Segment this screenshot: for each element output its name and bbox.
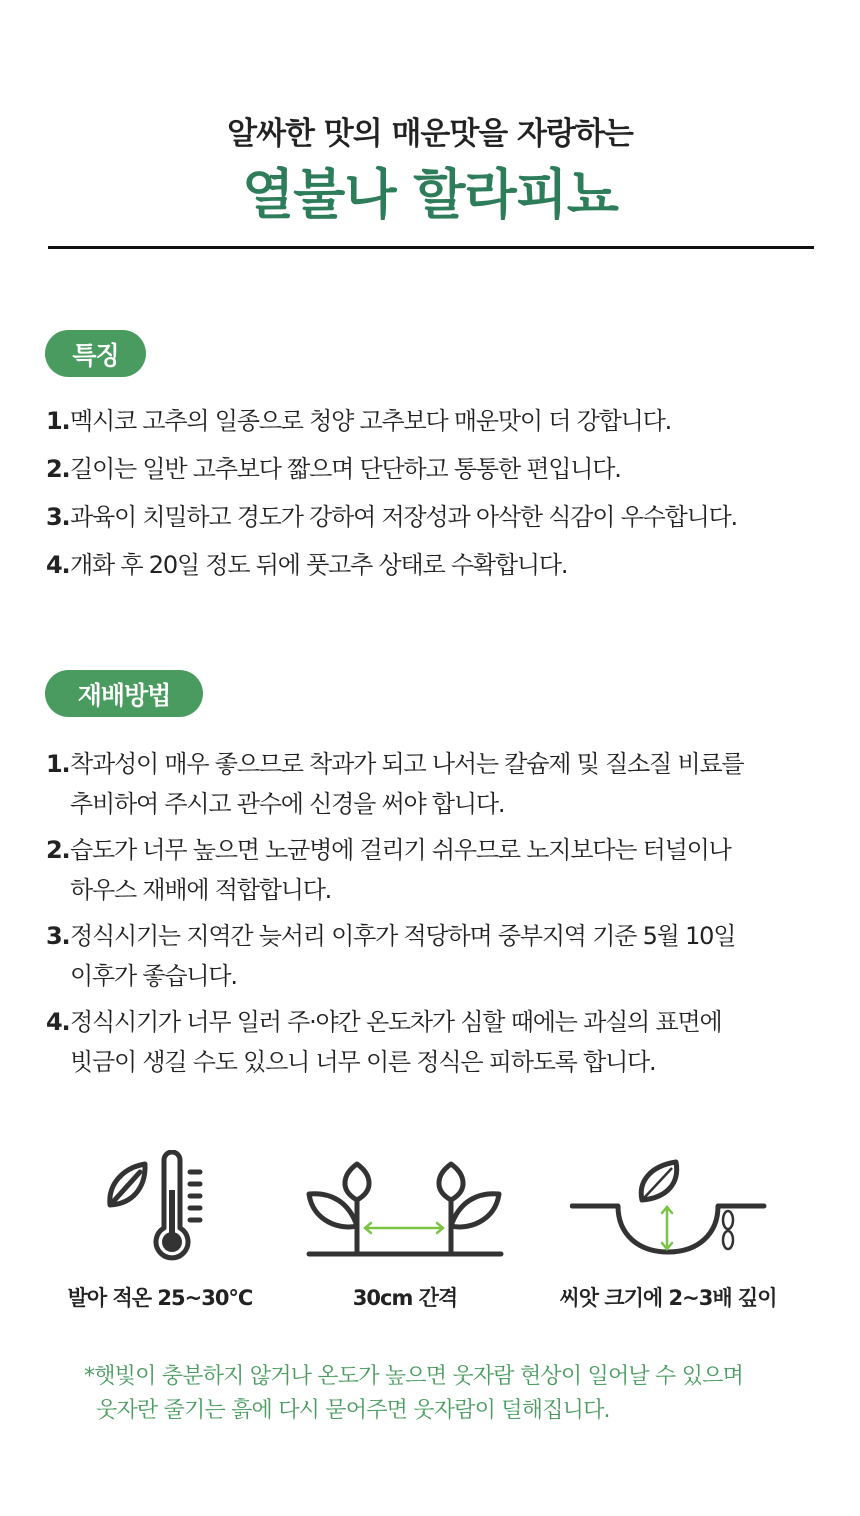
page-subtitle: 알싸한 맛의 매운맛을 자랑하는 — [227, 116, 633, 152]
list-item — [46, 452, 737, 486]
item-number: 3. — [46, 503, 70, 531]
item-number: 4. — [46, 551, 70, 579]
seed-depth-icon — [570, 1158, 770, 1258]
item-text: 개화 후 20일 정도 뒤에 풋고추 상태로 수확합니다. — [70, 551, 568, 579]
item-text-line2: 하우스 재배에 적합합니다. — [70, 876, 332, 904]
list-item — [46, 916, 743, 996]
list-item — [46, 500, 737, 534]
list-item — [46, 404, 737, 438]
list-item — [46, 548, 737, 582]
depth-label: 씨앗 크기에 2~3배 깊이 — [559, 1286, 777, 1310]
list-item — [46, 744, 743, 824]
list-item — [46, 830, 743, 910]
item-number: 2. — [46, 455, 70, 483]
note-line2: 웃자란 줄기는 흙에 다시 묻어주면 웃자람이 덜해집니다. — [96, 1398, 610, 1423]
item-text: 길이는 일반 고추보다 짧으며 단단하고 통통한 편입니다. — [70, 455, 621, 483]
page-title: 열불나 할라피뇨 — [242, 163, 618, 226]
item-text-line1: 정식시기가 너무 일러 주·야간 온도차가 심할 때에는 과실의 표면에 — [70, 1008, 722, 1036]
item-number: 1. — [46, 750, 70, 778]
note-line1: *햇빛이 충분하지 않거나 온도가 높으면 웃자람 현상이 일어날 수 있으며 — [84, 1364, 744, 1389]
header-divider — [48, 246, 814, 249]
item-text-line2: 빗금이 생길 수도 있으니 너무 이른 정식은 피하도록 합니다. — [70, 1048, 656, 1076]
item-number: 2. — [46, 836, 70, 864]
item-text-line1: 정식시기는 지역간 늦서리 이후가 적당하며 중부지역 기준 5월 10일 — [70, 922, 736, 950]
item-text-line1: 습도가 너무 높으면 노균병에 걸리기 쉬우므로 노지보다는 터널이나 — [70, 836, 731, 864]
item-text-line2: 추비하여 주시고 관수에 신경을 써야 합니다. — [70, 790, 505, 818]
item-number: 4. — [46, 1008, 70, 1036]
seed-thermometer-icon — [100, 1150, 210, 1270]
item-text-line2: 이후가 좋습니다. — [70, 962, 237, 990]
item-number: 3. — [46, 922, 70, 950]
features-list — [46, 404, 737, 596]
plant-spacing-icon — [305, 1160, 505, 1260]
list-item — [46, 1002, 743, 1082]
item-number: 1. — [46, 407, 70, 435]
item-text-line1: 착과성이 매우 좋으므로 착과가 되고 나서는 칼슘제 및 질소질 비료를 — [70, 750, 744, 778]
germination-temp-label: 발아 적온 25~30°C — [67, 1286, 253, 1310]
features-badge: 특징 — [45, 330, 146, 377]
cultivation-list — [46, 744, 743, 1088]
item-text: 과육이 치밀하고 경도가 강하여 저장성과 아삭한 식감이 우수합니다. — [70, 503, 737, 531]
spacing-label: 30cm 간격 — [352, 1286, 458, 1310]
cultivation-badge: 재배방법 — [45, 670, 203, 717]
item-text: 멕시코 고추의 일종으로 청양 고추보다 매운맛이 더 강합니다. — [70, 407, 672, 435]
growing-note — [84, 1360, 743, 1428]
